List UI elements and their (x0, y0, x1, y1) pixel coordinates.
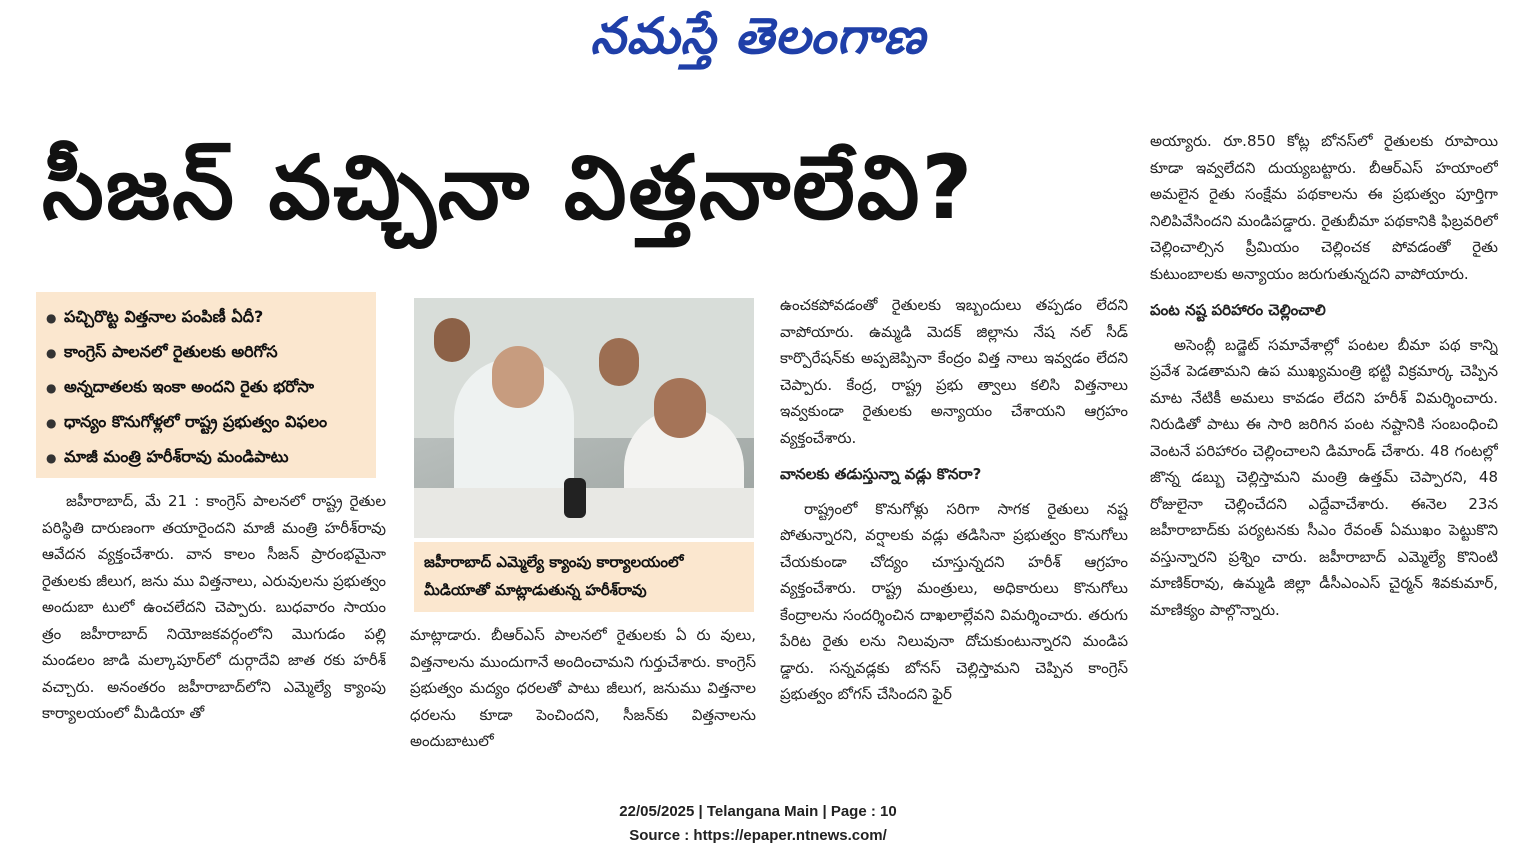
article-subheading: వానలకు తడుస్తున్నా వడ్లు కొనరా? (780, 465, 982, 483)
highlight-item: ● పచ్చిరొట్ట విత్తనాల పంపిణీ ఏదీ? (46, 300, 366, 335)
highlight-item: ● మాజీ మంత్రి హరీశ్‌రావు మండిపాటు (46, 440, 366, 475)
article-subheading: పంట నష్ట పరిహారం చెల్లించాలి (1150, 301, 1326, 319)
highlight-item: ● ధాన్యం కొనుగోళ్లలో రాష్ట్ర ప్రభుత్వం విఫలం (46, 405, 366, 440)
article-column-1 (42, 488, 386, 778)
article-paragraph: జహీరాబాద్, మే 21 : కాంగ్రెస్ పాలనలో రాష్ట్ర రైతుల పరిస్థితి దారుణంగా తయారైందని మాజీ మంత్రి హరీశ్‌రావు ఆవేదన వ్యక్తంచేశారు. వాన కాలం సీజన్ ప్రారంభమైనా రైతులకు జీలుగ, జను ము విత్తనాలు, ఎరువులను ప్రభుత్వం అందుబా టులో ఉంచలేదని చెప్పారు. బుధవారం సాయం త్రం జహీరాబాద్ నియోజకవర్గంలోని మొగుడం పల్లి మండలం జాడి మల్కాపూర్‌లో దుర్గాదేవి జాత రకు హరీశ్ వచ్చారు. అనంతరం జహీరాబాద్‌లోని ఎమ్మెల్యే క్యాంపు కార్యాలయంలో మీడియా తో (42, 492, 386, 722)
article-column-4 (1150, 128, 1498, 778)
microphone-icon (564, 478, 586, 518)
bullet-icon: ● (46, 451, 57, 465)
article-paragraph: అయ్యారు. రూ.850 కోట్ల బోనస్‌లో రైతులకు రూపాయి కూడా ఇవ్వలేదని దుయ్యబట్టారు. బీఆర్‌ఎస్ హయాంలో అమలైన రైతు సంక్షేమ పథకాలను ఈ ప్రభుత్వం పూర్తిగా నిలిపివేసిందని మండిపడ్డారు. రైతుబీమా పథకానికి ఫిబ్రవరిలో చెల్లించాల్సిన ప్రీమియం చెల్లించక పోవడంతో రైతు కుటుంబాలకు అన్యాయం జరుగుతున్నదని వాపోయారు. (1150, 132, 1498, 283)
newspaper-masthead: నమస్తే తెలంగాణ (590, 6, 926, 65)
article-paragraph: అసెంబ్లీ బడ్జెట్ సమావేశాల్లో పంటల బీమా పథ కాన్ని ప్రవేశ పెడతామని ఉప ముఖ్యమంత్రి భట్టి విక్రమార్క చెప్పిన మాట నేటికీ అమలు కావడం లేదని హరీశ్ విమర్శించారు. నిరుడితో పాటు ఈ సారి జరిగిన పంట నష్టానికి సంబంధించి వెంటనే పరిహారం చెల్లించాలని డిమాండ్ చేశారు. 48 గంటల్లో జొన్న డబ్బు చెల్లిస్తామని మంత్రి ఉత్తమ్ చెప్పారని, 48 రోజులైనా చెల్లించేదని ఎద్దేవాచేశారు. ఈనెల 23న జహీరాబాద్‌కు పర్యటనకు సీఎం రేవంత్ ఏముఖం పెట్టుకొని వస్తున్నారని ప్రశ్నిం చారు. జహీరాబాద్ ఎమ్మెల్యే కొనింటి మాణిక్‌రావు, ఉమ్మడి జిల్లా డీసీఎంఎస్ చైర్మన్ శివకుమార్, మాణిక్యం పాల్గొన్నారు. (1150, 335, 1498, 619)
photo-caption: జహీరాబాద్ ఎమ్మెల్యే క్యాంపు కార్యాలయంలో మీడియాతో మాట్లాడుతున్న హరీశ్‌రావు (414, 542, 754, 612)
article-column-3 (780, 292, 1128, 778)
page-footer (0, 800, 1516, 848)
article-paragraph: మాట్లాడారు. బీఆర్‌ఎస్ పాలనలో రైతులకు ఏ రు వులు, విత్తనాలను ముందుగానే అందించామని గుర్తుచేశారు. కాంగ్రెస్ ప్రభుత్వం మద్యం ధరలతో పాటు జీలుగ, జనుము విత్తనాల ధరలను కూడా పెంచిందని, సీజన్‌కు విత్తనాలను అందుబాటులో (410, 626, 756, 750)
article-paragraph: ఉంచకపోవడంతో రైతులకు ఇబ్బందులు తప్పడం లేదని వాపోయారు. ఉమ్మడి మెదక్ జిల్లాను నేష నల్ సీడ్ కార్పొరేషన్‌కు అప్పజెప్పినా కేంద్రం విత్త నాలు ఇవ్వడం లేదని చెప్పారు. కేంద్ర, రాష్ట్ర ప్రభు త్వాలు కలిసి విత్తనాలు ఇవ్వకుండా రైతులకు అన్యాయం చేశాయని ఆగ్రహం వ్యక్తంచేశారు. (780, 296, 1128, 447)
news-photo (414, 298, 754, 538)
bullet-icon: ● (46, 381, 57, 395)
article-headline: సీజన్ వచ్చినా విత్తనాలేవి? (42, 136, 975, 239)
bullet-icon: ● (46, 416, 57, 430)
highlight-item: ● అన్నదాతలకు ఇంకా అందని రైతు భరోసా (46, 370, 366, 405)
article-column-2 (410, 622, 756, 778)
footer-source-link[interactable]: Source : https://epaper.ntnews.com/ (629, 827, 887, 844)
highlight-item: ● కాంగ్రెస్ పాలనలో రైతులకు అరిగోస (46, 335, 366, 370)
highlights-box (36, 292, 376, 478)
bullet-icon: ● (46, 346, 57, 360)
footer-date-page: 22/05/2025 | Telangana Main | Page : 10 (619, 803, 897, 820)
bullet-icon: ● (46, 311, 57, 325)
article-paragraph: రాష్ట్రంలో కొనుగోళ్లు సరిగా సాగక రైతులు నష్ట పోతున్నారని, వర్షాలకు వడ్లు తడిసినా ప్రభుత్వం కొనుగోలు చేయకుండా చోద్యం చూస్తున్నదని హరీశ్ ఆగ్రహం వ్యక్తంచేశారు. రాష్ట్ర మంత్రులు, అధికారులు కొనుగోలు కేంద్రాలను సందర్శించిన దాఖలాల్లేవని విమర్శించారు. తరుగు పేరిట రైతు లను నిలువునా దోచుకుంటున్నారని మండిప డ్డారు. సన్నవడ్లకు బోనస్ చెల్లిస్తామని చెప్పిన కాంగ్రెస్ ప్రభుత్వం బోగస్ చేసిందని ఫైర్ (780, 499, 1128, 703)
